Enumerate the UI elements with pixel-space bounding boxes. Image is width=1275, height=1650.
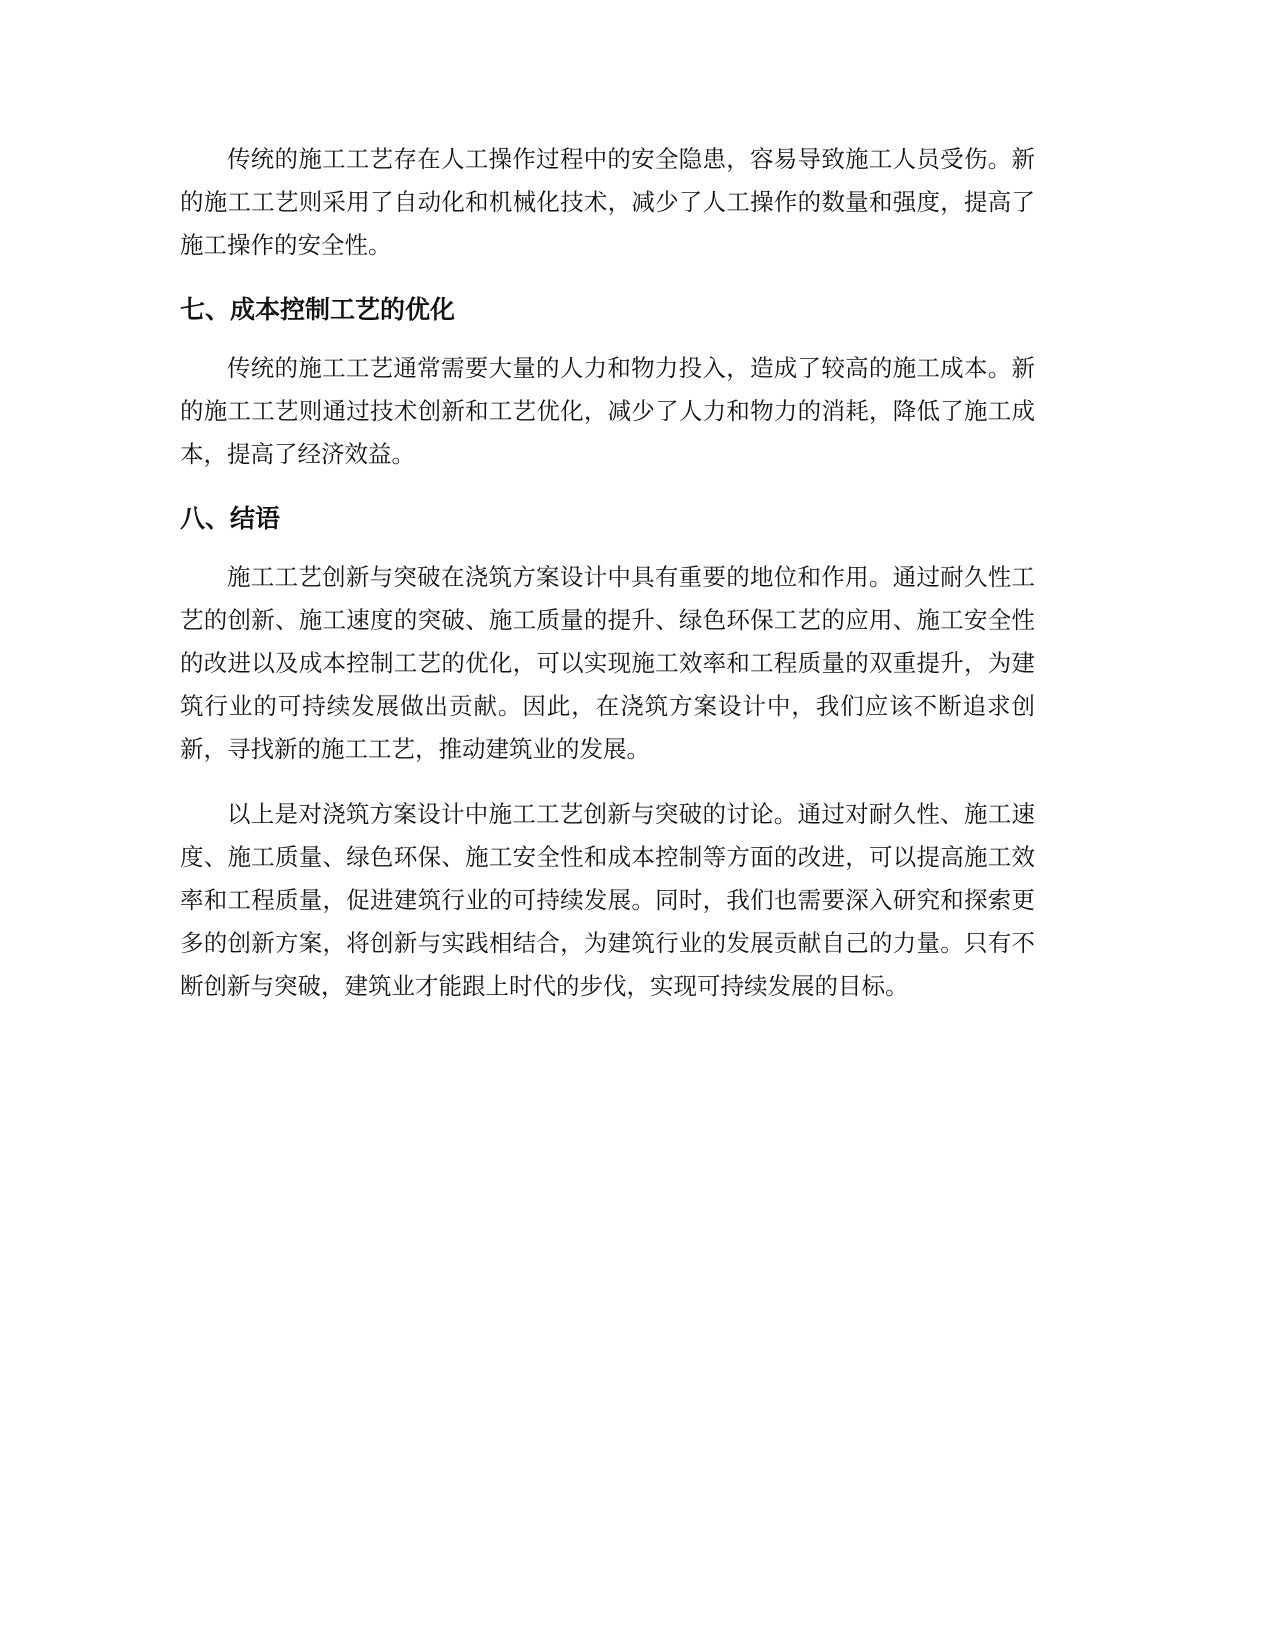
paragraph-cost-control: 传统的施工工艺通常需要大量的人力和物力投入，造成了较高的施工成本。新的施工工艺则通过技术创新和工艺优化，减少了人力和物力的消耗，降低了施工成本，提高了经济效益。 xyxy=(180,354,1035,468)
document-page xyxy=(180,138,1035,1030)
paragraph-safety: 传统的施工工艺存在人工操作过程中的安全隐患，容易导致施工人员受伤。新的施工工艺则采用了自动化和机械化技术，减少了人工操作的数量和强度，提高了施工操作的安全性。 xyxy=(180,145,1035,259)
paragraph-conclusion: 施工工艺创新与突破在浇筑方案设计中具有重要的地位和作用。通过耐久性工艺的创新、施工速度的突破、施工质量的提升、绿色环保工艺的应用、施工安全性的改进以及成本控制工艺的优化，可以实现施工效率和工程质量的双重提升，为建筑行业的可持续发展做出贡献。因此，在浇筑方案设计中，我们应该不断追求创新，寻找新的施工工艺，推动建筑业的发展。 xyxy=(180,563,1035,763)
paragraph-summary: 以上是对浇筑方案设计中施工工艺创新与突破的讨论。通过对耐久性、施工速度、施工质量、绿色环保、施工安全性和成本控制等方面的改进，可以提高施工效率和工程质量，促进建筑行业的可持续发展。同时，我们也需要深入研究和探索更多的创新方案，将创新与实践相结合，为建筑行业的发展贡献自己的力量。只有不断创新与突破，建筑业才能跟上时代的步伐，实现可持续发展的目标。 xyxy=(180,800,1035,1000)
heading-conclusion: 八、结语 xyxy=(180,504,281,533)
heading-cost-control: 七、成本控制工艺的优化 xyxy=(180,295,456,324)
